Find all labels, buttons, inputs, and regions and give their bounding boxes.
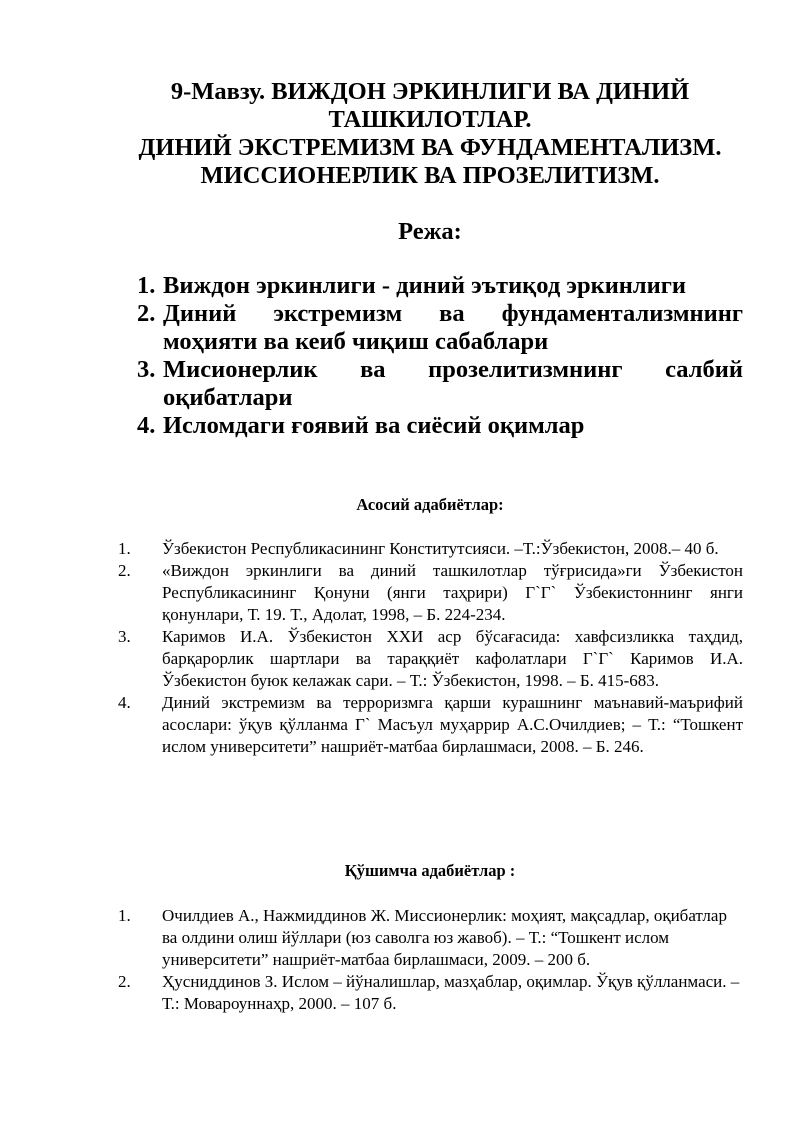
- plan-heading: Режа:: [398, 218, 462, 245]
- literature-item-text: Каримов И.А. Ўзбекистон ХХИ аср бўсағасида: хавфсизликка таҳдид, барқарорлик шартлари ва тараққиёт кафолатлари Г`Г` Каримов И.А. Ўзбекистон буюк келажак сари. – Т.: Ўзбекистон, 1998. – Б. 415-683.: [162, 627, 743, 690]
- literature-item-text: «Виждон эркинлиги ва диний ташкилотлар тўғрисида»ги Ўзбекистон Республикасининг Қонуни (янги таҳрири) Г`Г` Ўзбекистоннинг янги қонунлари, Т. 19. Т., Адолат, 1998, – Б. 224-234.: [162, 561, 743, 624]
- additional-literature-list: [118, 905, 743, 1015]
- literature-item-text: Ҳусниддинов З. Ислом – йўналишлар, мазҳаблар, оқимлар. Ўқув қўлланмаси. – Т.: Мовароуннаҳр, 2000. – 107 б.: [162, 972, 740, 1013]
- plan-item-line: Диний экстремизм ва фундаментализмнинг: [163, 300, 743, 327]
- literature-item: [118, 692, 743, 758]
- literature-item-number: 2.: [118, 561, 131, 580]
- title-line: 9-Мавзу. ВИЖДОН ЭРКИНЛИГИ ВА ДИНИЙ: [170, 78, 690, 105]
- plan-item-line: оқибатлари: [163, 384, 293, 411]
- literature-item: [118, 971, 743, 1015]
- literature-item-number: 1.: [118, 539, 131, 558]
- plan-item: [137, 300, 743, 356]
- plan-item: [137, 356, 743, 412]
- plan-item-number: 1.: [137, 272, 156, 299]
- main-literature-heading: Асосий адабиётлар:: [356, 495, 504, 514]
- main-literature-list: [118, 538, 743, 758]
- plan-item: [137, 412, 743, 440]
- literature-item-number: 1.: [118, 906, 131, 925]
- plan-item-line: моҳияти ва кеиб чиқиш сабаблари: [163, 328, 549, 355]
- literature-item-number: 2.: [118, 972, 131, 991]
- document-title: [60, 78, 800, 190]
- plan-list: [137, 272, 743, 440]
- plan-item-text: Виждон эркинлиги - диний эътиқод эркинлиги: [163, 272, 687, 299]
- literature-item-text: Диний экстремизм ва терроризмга қарши курашнинг маънавий-маърифий асослари: ўқув қўлланма Г` Масъул муҳаррир А.С.Очилдиев; – Т.: “Тошкент ислом университети” нашриёт-матбаа бирлашмаси, 2008. – Б. 246.: [162, 693, 743, 756]
- plan-item: [137, 272, 743, 300]
- plan-item-number: 2.: [137, 300, 156, 327]
- literature-item: [118, 538, 743, 560]
- plan-item-number: 4.: [137, 412, 156, 439]
- additional-literature-heading: Қўшимча адабиётлар :: [344, 861, 516, 880]
- literature-item: [118, 560, 743, 626]
- plan-item-text: [163, 356, 743, 412]
- literature-item-number: 4.: [118, 693, 131, 712]
- literature-item-text: Очилдиев А., Нажмиддинов Ж. Миссионерлик: моҳият, мақсадлар, оқибатлар ва олдини олиш йўллари (юз саволга юз жавоб). – Т.: “Тошкент ислом университети” нашриёт-матбаа бирлашмаси, 2009. – 200 б.: [162, 906, 727, 969]
- plan-item-line: Мисионерлик ва прозелитизмнинг салбий: [163, 356, 743, 383]
- plan-item-number: 3.: [137, 356, 156, 383]
- plan-item-text: Исломдаги ғоявий ва сиёсий оқимлар: [163, 412, 585, 439]
- title-line: ДИНИЙ ЭКСТРЕМИЗМ ВА ФУНДАМЕНТАЛИЗМ.: [138, 134, 722, 161]
- literature-item-number: 3.: [118, 627, 131, 646]
- title-line: ТАШКИЛОТЛАР.: [328, 106, 532, 133]
- literature-item: [118, 626, 743, 692]
- title-line: МИССИОНЕРЛИК ВА ПРОЗЕЛИТИЗМ.: [200, 162, 660, 189]
- plan-item-text: [163, 300, 743, 356]
- literature-item: [118, 905, 743, 971]
- literature-item-text: Ўзбекистон Республикасининг Конститутсияси. –Т.:Ўзбекистон, 2008.– 40 б.: [162, 539, 719, 558]
